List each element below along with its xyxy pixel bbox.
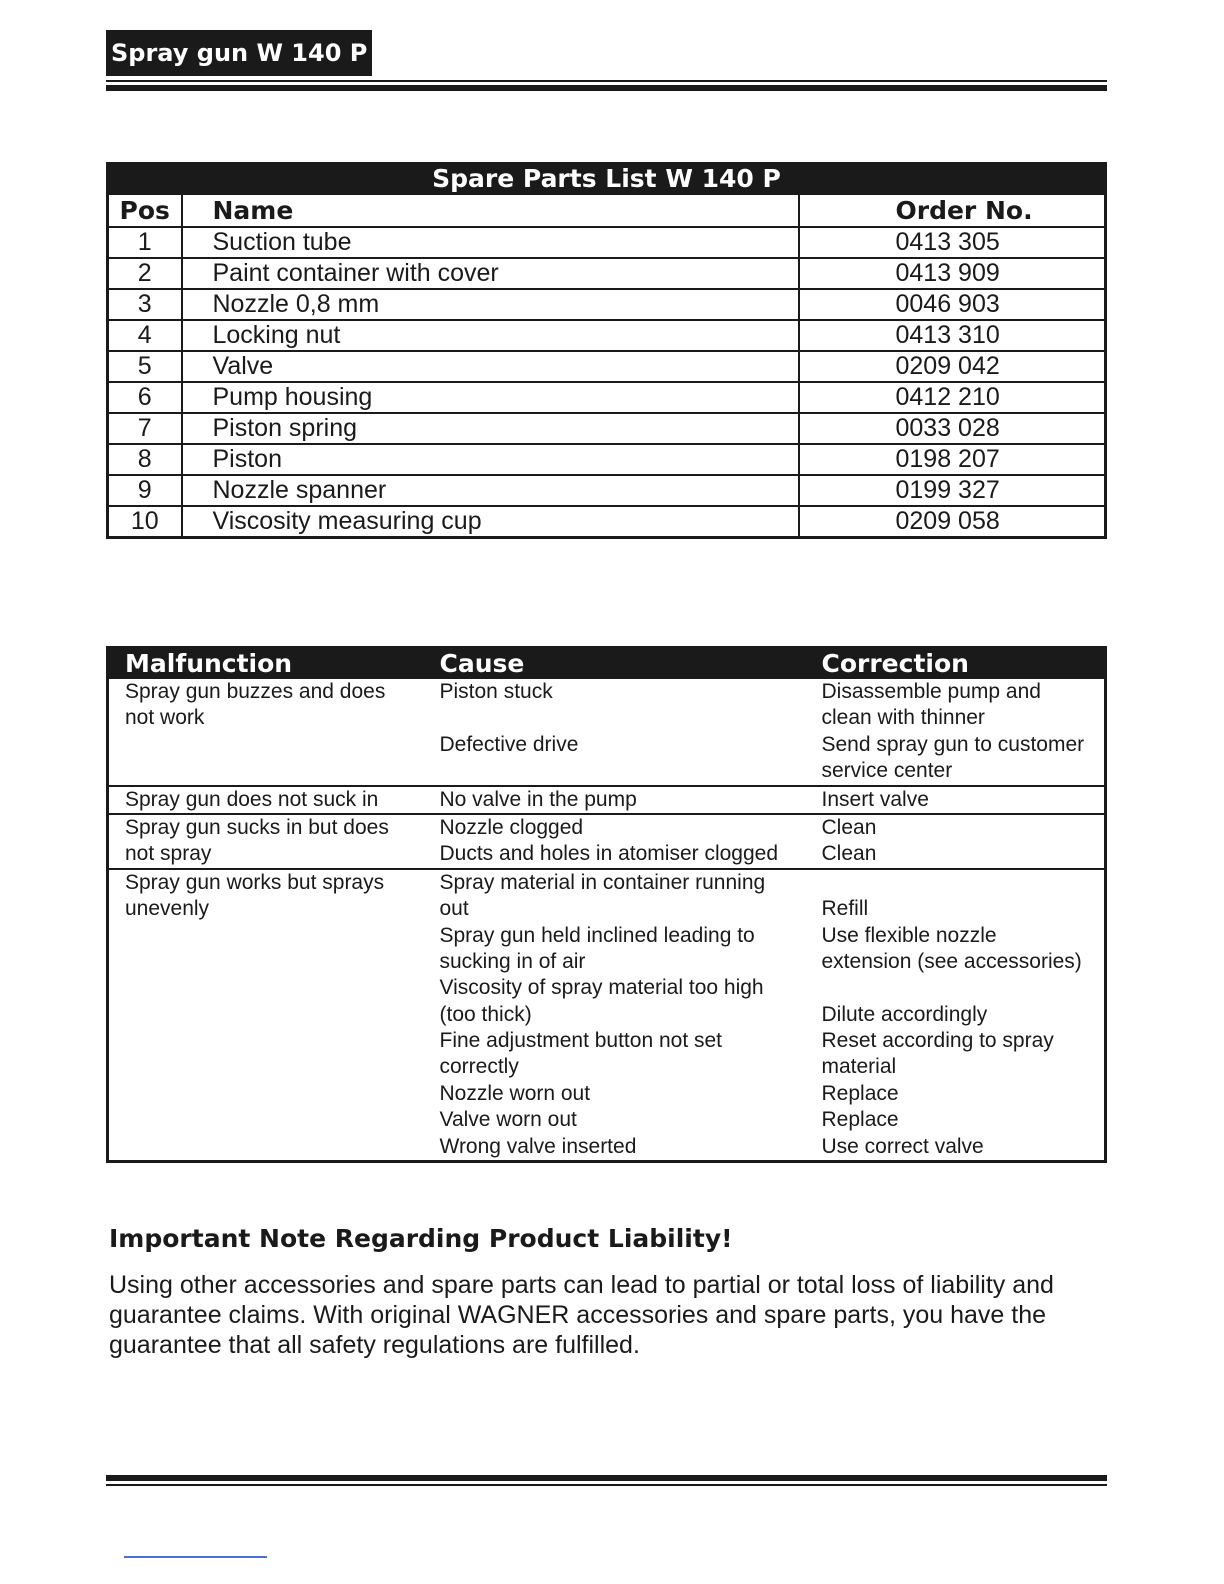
part-name: Suction tube xyxy=(182,227,799,258)
malfunction-text xyxy=(125,1081,424,1107)
cause-cell xyxy=(424,679,806,786)
parts-row xyxy=(108,475,1106,506)
part-pos: 2 xyxy=(108,258,182,289)
malfunction-cell xyxy=(108,814,424,869)
cause-text: Nozzle clogged xyxy=(439,815,584,839)
parts-row xyxy=(108,413,1106,444)
troubleshooting-row xyxy=(108,869,1106,1162)
cause-text: Spray gun held inclined leading to xyxy=(439,923,755,947)
part-order-no: 0209 042 xyxy=(799,351,1106,382)
column-header-name: Name xyxy=(182,194,799,227)
correction-text xyxy=(822,870,1105,896)
parts-row xyxy=(108,227,1106,258)
correction-text xyxy=(822,975,1105,1001)
parts-row xyxy=(108,351,1106,382)
footer-rule-thick xyxy=(106,1475,1107,1481)
malfunction-text: Spray gun works but sprays xyxy=(125,870,385,894)
cause-text: Defective drive xyxy=(439,732,579,756)
part-order-no: 0198 207 xyxy=(799,444,1106,475)
part-pos: 5 xyxy=(108,351,182,382)
malfunction-text xyxy=(125,1107,424,1133)
correction-text: Clean xyxy=(821,842,877,866)
correction-text: Send spray gun to customer xyxy=(821,732,1085,756)
column-header-order-no: Order No. xyxy=(799,194,1106,227)
cause-text: Nozzle worn out xyxy=(439,1081,591,1105)
cause-text: sucking in of air xyxy=(439,949,586,973)
part-pos: 8 xyxy=(108,444,182,475)
malfunction-text: not work xyxy=(125,706,205,730)
correction-cell xyxy=(806,679,1106,786)
part-pos: 1 xyxy=(108,227,182,258)
part-order-no: 0046 903 xyxy=(799,289,1106,320)
part-name: Pump housing xyxy=(182,382,799,413)
cause-text: Fine adjustment button not set xyxy=(439,1029,723,1053)
spare-parts-caption: Spare Parts List W 140 P xyxy=(108,164,1106,195)
footer-rule-thin xyxy=(106,1484,1107,1486)
correction-text: extension (see accessories) xyxy=(821,949,1082,973)
parts-row xyxy=(108,506,1106,538)
parts-row xyxy=(108,382,1106,413)
malfunction-cell xyxy=(108,869,424,1162)
parts-row xyxy=(108,258,1106,289)
header-rule-thick xyxy=(106,85,1107,91)
malfunction-text: Spray gun buzzes and does xyxy=(125,680,386,703)
liability-note-heading: Important Note Regarding Product Liability! xyxy=(109,1224,733,1253)
cause-text: Piston stuck xyxy=(439,680,553,703)
malfunction-text xyxy=(125,1134,424,1160)
correction-text: Use correct valve xyxy=(821,1134,984,1158)
part-pos: 3 xyxy=(108,289,182,320)
correction-text: Clean xyxy=(821,815,877,839)
cause-cell xyxy=(424,814,806,869)
footer-link-underline xyxy=(124,1556,267,1558)
part-order-no: 0413 909 xyxy=(799,258,1106,289)
part-pos: 6 xyxy=(108,382,182,413)
part-name: Piston spring xyxy=(182,413,799,444)
correction-cell xyxy=(806,814,1106,869)
correction-text: Insert valve xyxy=(821,787,929,811)
malfunction-text: not spray xyxy=(125,842,212,866)
cause-text: correctly xyxy=(439,1055,519,1079)
troubleshooting-rows xyxy=(108,679,1106,1162)
part-name: Locking nut xyxy=(182,320,799,351)
cause-cell xyxy=(424,786,806,814)
troubleshooting-row xyxy=(108,814,1106,869)
part-order-no: 0413 305 xyxy=(799,227,1106,258)
part-order-no: 0413 310 xyxy=(799,320,1106,351)
troubleshooting-row xyxy=(108,786,1106,814)
part-pos: 9 xyxy=(108,475,182,506)
malfunction-cell xyxy=(108,679,424,786)
correction-text: Dilute accordingly xyxy=(821,1002,988,1026)
column-header-correction: Correction xyxy=(806,648,1106,680)
part-pos: 10 xyxy=(108,506,182,538)
malfunction-text: Spray gun sucks in but does xyxy=(125,815,389,839)
cause-text: Ducts and holes in atomiser clogged xyxy=(439,842,779,866)
correction-text: clean with thinner xyxy=(821,706,985,730)
cause-text: Spray material in container running xyxy=(439,870,766,894)
part-pos: 4 xyxy=(108,320,182,351)
column-header-pos: Pos xyxy=(108,194,182,227)
malfunction-text xyxy=(125,1054,424,1080)
malfunction-text: Spray gun does not suck in xyxy=(125,787,379,811)
correction-text: Refill xyxy=(821,897,869,921)
part-order-no: 0412 210 xyxy=(799,382,1106,413)
cause-text: No valve in the pump xyxy=(439,787,637,811)
liability-note-body: Using other accessories and spare parts can lead to partial or total loss of liability and guarantee claims. With original WAGNER accessories and spare parts, you have the guarantee that all safety regulations are fulfilled. xyxy=(109,1271,1054,1359)
column-header-cause: Cause xyxy=(424,648,806,680)
header-rule-thin xyxy=(106,80,1107,82)
troubleshooting-table xyxy=(106,646,1107,1163)
part-pos: 7 xyxy=(108,413,182,444)
spare-parts-rows xyxy=(108,227,1106,538)
part-order-no: 0209 058 xyxy=(799,506,1106,538)
correction-cell xyxy=(806,869,1106,1162)
correction-text: material xyxy=(821,1055,897,1079)
part-name: Piston xyxy=(182,444,799,475)
malfunction-text: unevenly xyxy=(125,897,210,921)
cause-text xyxy=(440,758,806,784)
part-name: Paint container with cover xyxy=(182,258,799,289)
malfunction-text xyxy=(125,1002,424,1028)
cause-cell xyxy=(424,869,806,1162)
parts-row xyxy=(108,289,1106,320)
part-name: Nozzle spanner xyxy=(182,475,799,506)
correction-text: Use flexible nozzle xyxy=(821,923,997,947)
part-order-no: 0033 028 xyxy=(799,413,1106,444)
malfunction-text xyxy=(125,1028,424,1054)
cause-text: Viscosity of spray material too high xyxy=(439,976,764,1000)
correction-cell xyxy=(806,786,1106,814)
malfunction-text xyxy=(125,732,424,758)
part-name: Nozzle 0,8 mm xyxy=(182,289,799,320)
cause-text: (too thick) xyxy=(439,1002,532,1026)
parts-row xyxy=(108,444,1106,475)
correction-text: service center xyxy=(821,759,953,783)
malfunction-text xyxy=(125,949,424,975)
part-order-no: 0199 327 xyxy=(799,475,1106,506)
correction-text: Replace xyxy=(821,1081,899,1105)
correction-text: Replace xyxy=(821,1108,899,1132)
correction-text: Disassemble pump and xyxy=(821,680,1041,703)
cause-text: Valve worn out xyxy=(439,1108,577,1132)
part-name: Valve xyxy=(182,351,799,382)
malfunction-text xyxy=(125,758,424,784)
cause-text: Wrong valve inserted xyxy=(439,1134,637,1158)
cause-text xyxy=(440,705,806,731)
spare-parts-table xyxy=(106,162,1107,539)
cause-text: out xyxy=(439,897,469,921)
column-header-malfunction: Malfunction xyxy=(108,648,424,680)
malfunction-text xyxy=(125,923,424,949)
parts-row xyxy=(108,320,1106,351)
malfunction-cell xyxy=(108,786,424,814)
troubleshooting-row xyxy=(108,679,1106,786)
page-title: Spray gun W 140 P xyxy=(106,30,372,76)
correction-text: Reset according to spray xyxy=(821,1029,1054,1053)
part-name: Viscosity measuring cup xyxy=(182,506,799,538)
malfunction-text xyxy=(125,975,424,1001)
